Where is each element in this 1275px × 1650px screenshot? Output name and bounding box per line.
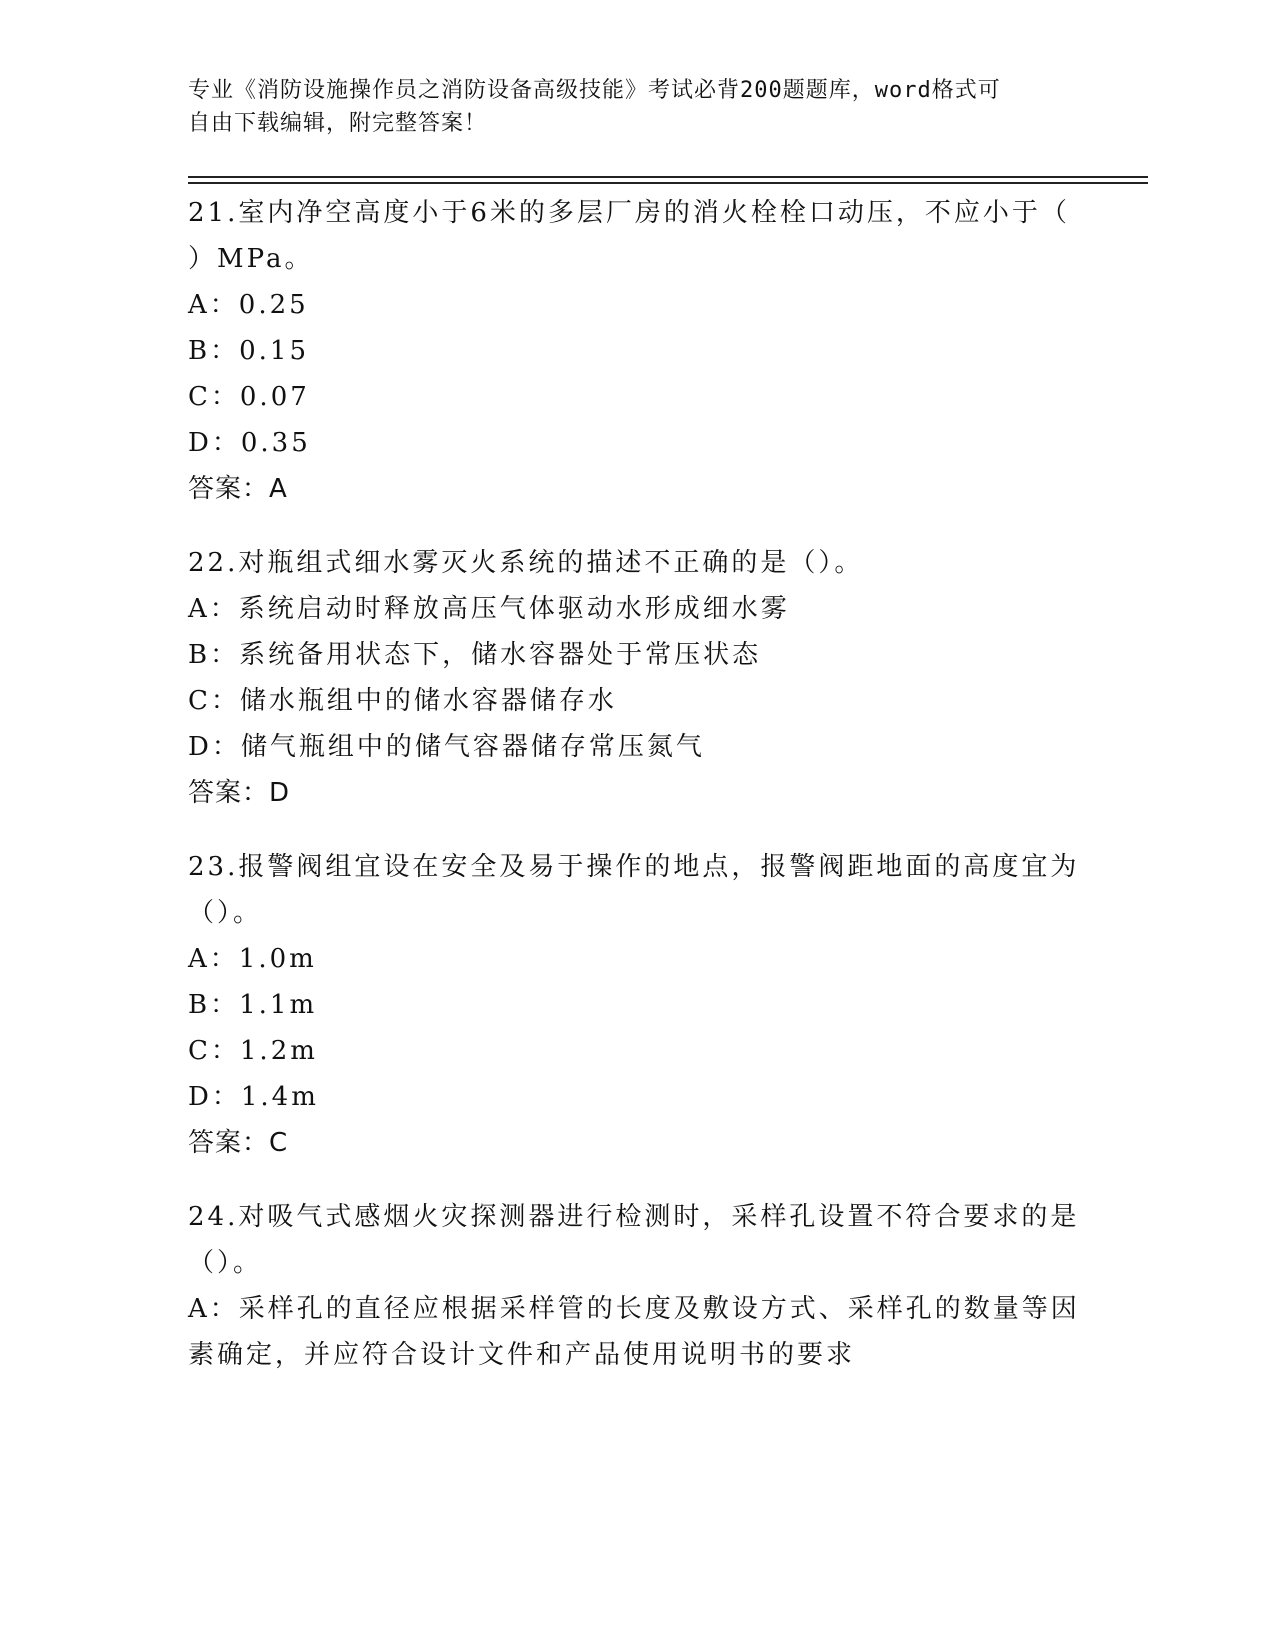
question-text-line: 22.对瓶组式细水雾灭火系统的描述不正确的是（）。: [188, 548, 864, 578]
question-24: [188, 1194, 1088, 1378]
question-23: [188, 844, 1088, 1166]
question-text-line: 23.报警阀组宜设在安全及易于操作的地点，报警阀距地面的高度宜为: [188, 852, 1080, 882]
option-a: A：0.25: [188, 290, 309, 320]
option-a: A：1.0m: [188, 944, 317, 974]
document-header: [188, 74, 1088, 140]
question-list: [188, 190, 1088, 1406]
option-c: C：储水瓶组中的储水容器储存水: [188, 686, 617, 716]
question-text-line: （）。: [188, 1248, 263, 1278]
option-b: B：1.1m: [188, 990, 318, 1020]
answer-line: 答案：A: [188, 474, 288, 504]
option-b: B：0.15: [188, 336, 309, 366]
option-d: D：储气瓶组中的储气容器储存常压氮气: [188, 732, 705, 762]
option-a-continued: 素确定，并应符合设计文件和产品使用说明书的要求: [188, 1340, 856, 1370]
option-a: A：系统启动时释放高压气体驱动水形成细水雾: [188, 594, 790, 624]
answer-line: 答案：D: [188, 778, 291, 808]
answer-line: 答案：C: [188, 1128, 289, 1158]
question-22: [188, 540, 1088, 816]
question-text-line: （）。: [188, 898, 263, 928]
option-c: C：0.07: [188, 382, 310, 412]
header-line-1: 专业《消防设施操作员之消防设备高级技能》考试必背200题题库，word格式可: [188, 78, 1001, 103]
question-text-line: 21.室内净空高度小于6米的多层厂房的消火栓栓口动压，不应小于（: [188, 198, 1070, 228]
option-d: D：0.35: [188, 428, 311, 458]
option-d: D：1.4m: [188, 1082, 319, 1112]
question-text-line: ）MPa。: [188, 244, 314, 274]
question-21: [188, 190, 1088, 512]
option-b: B：系统备用状态下，储水容器处于常压状态: [188, 640, 762, 670]
header-divider-bottom: [188, 182, 1148, 184]
option-a: A：采样孔的直径应根据采样管的长度及敷设方式、采样孔的数量等因: [188, 1294, 1080, 1324]
option-c: C：1.2m: [188, 1036, 318, 1066]
header-line-2: 自由下载编辑，附完整答案！: [188, 111, 488, 136]
question-text-line: 24.对吸气式感烟火灾探测器进行检测时，采样孔设置不符合要求的是: [188, 1202, 1080, 1232]
header-divider-top: [188, 176, 1148, 178]
